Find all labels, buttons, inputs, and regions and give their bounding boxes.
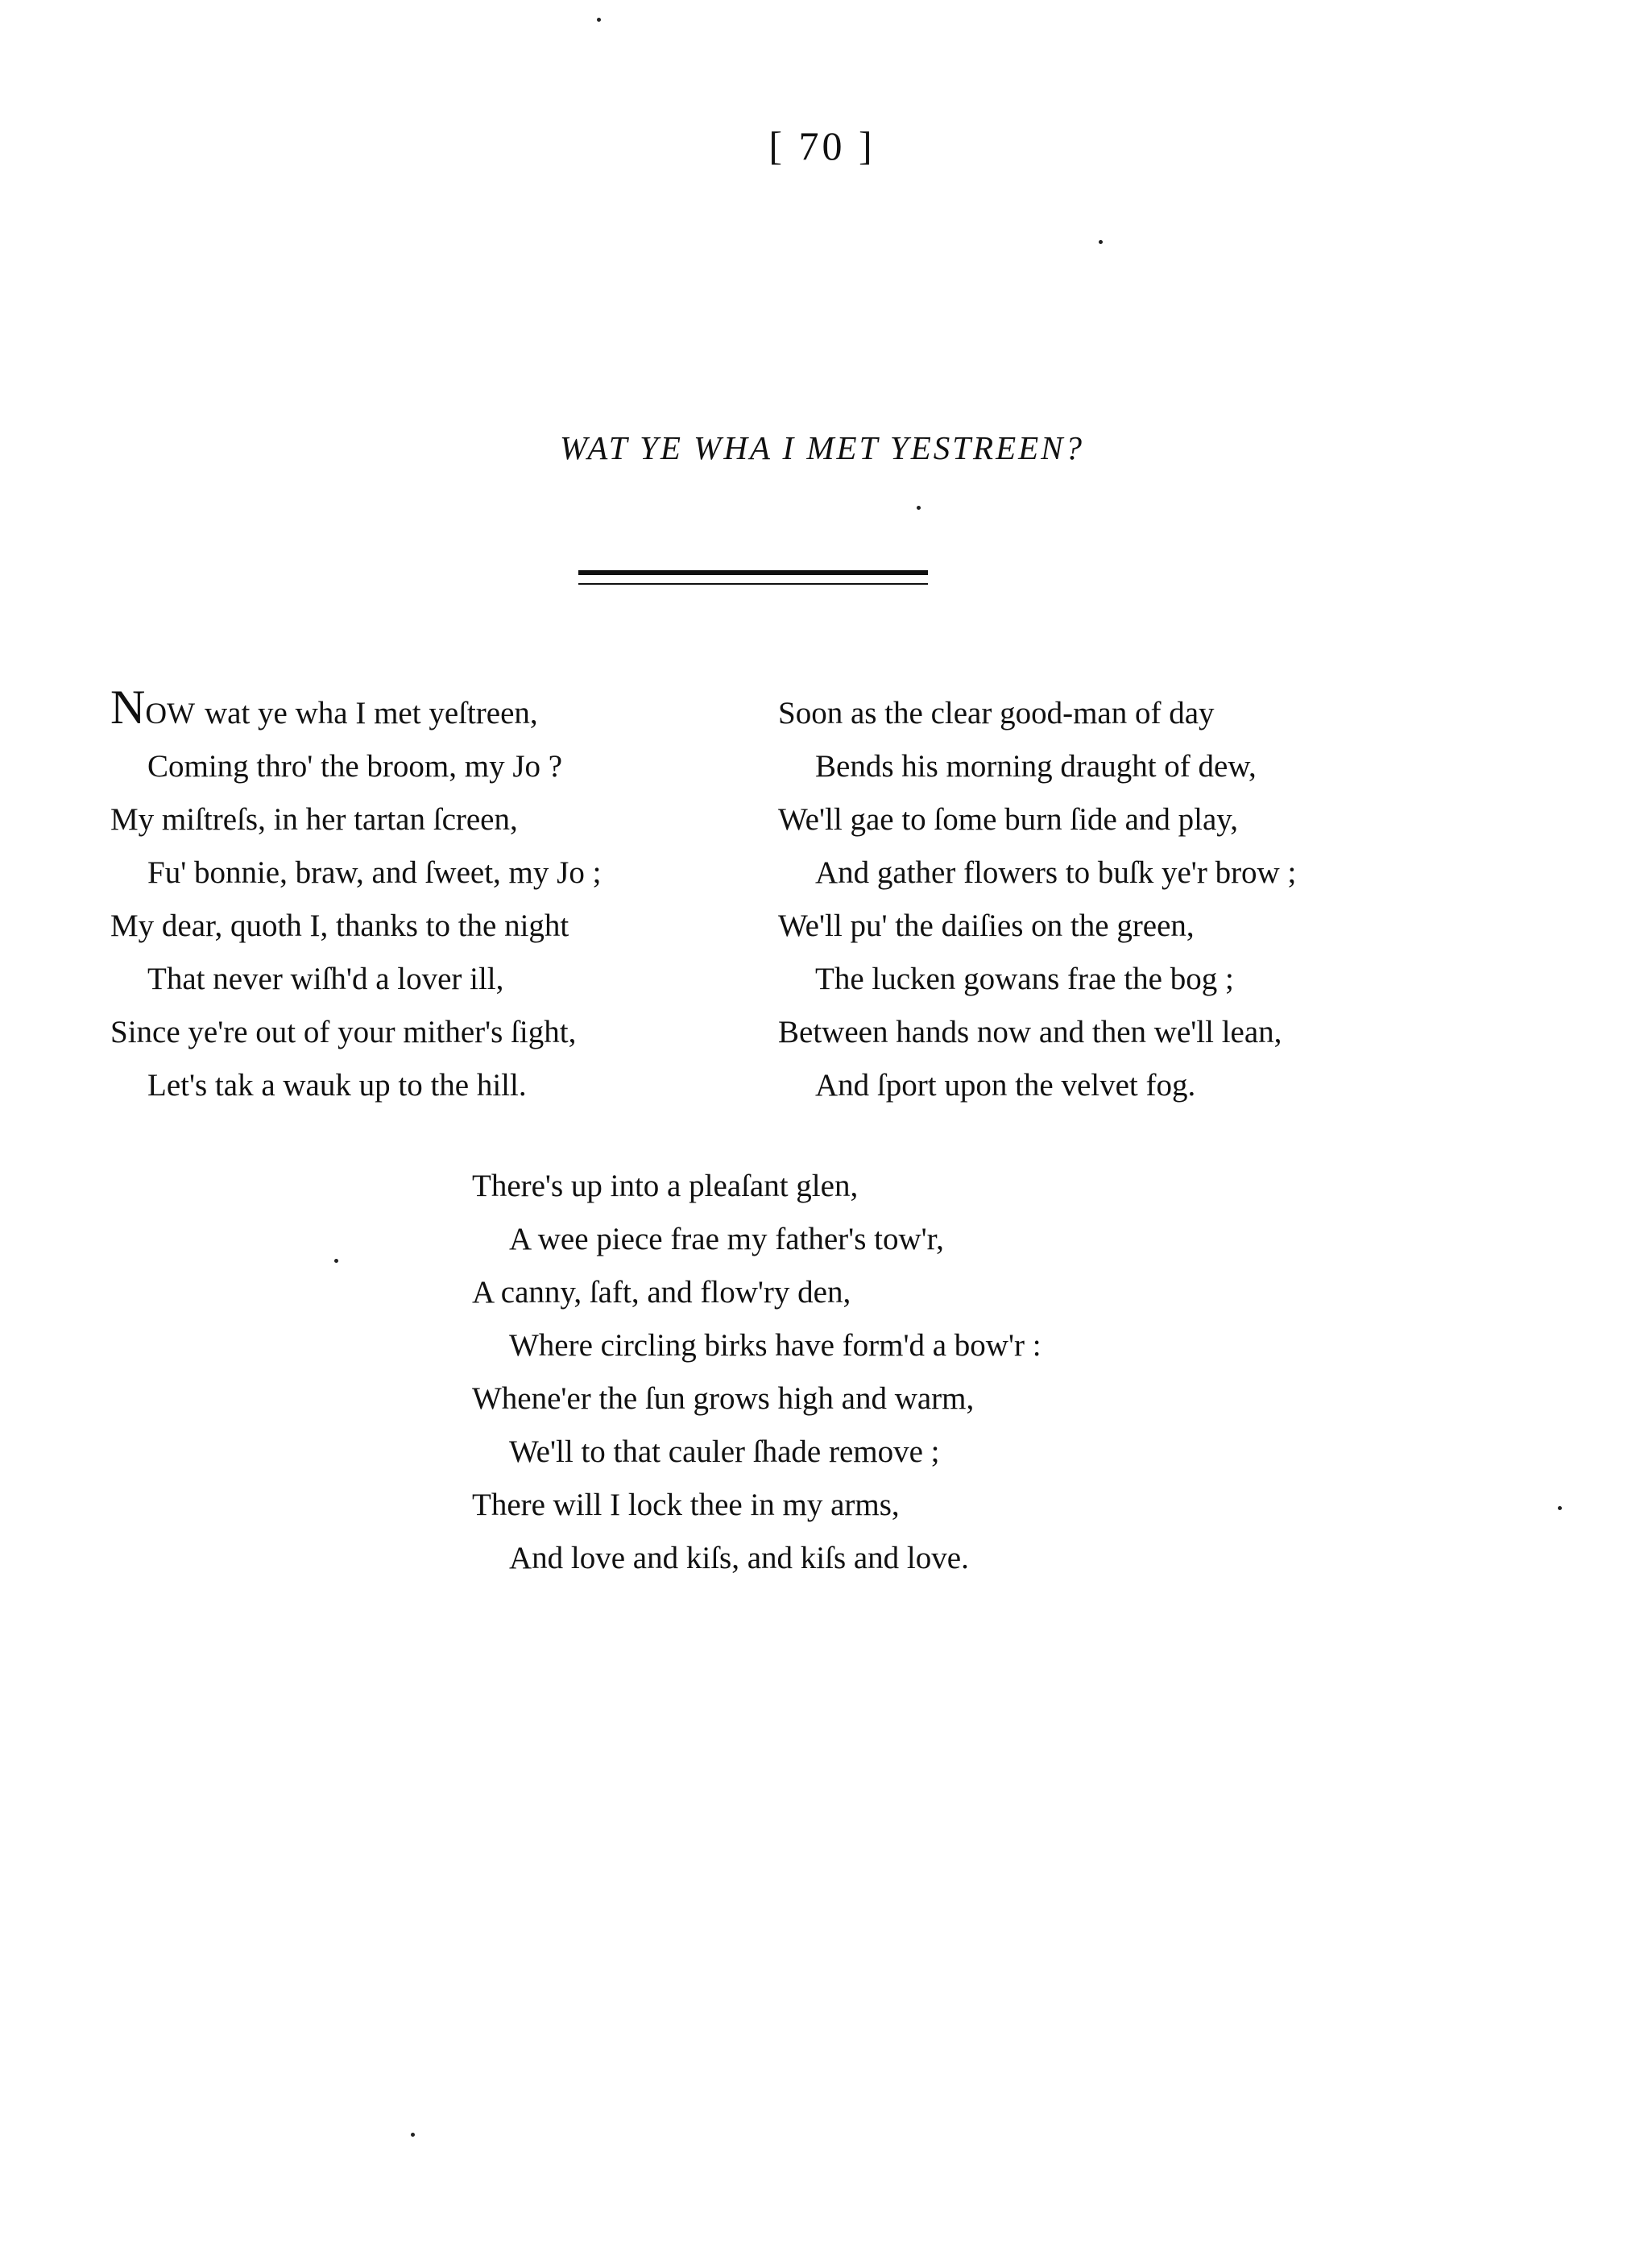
title-rule-thick xyxy=(578,570,928,575)
stanza-2-line-4: And gather flowers to buſk ye'r brow ; xyxy=(815,855,1297,890)
stanza-1 xyxy=(110,681,602,1112)
stanza-2-line-5: We'll pu' the daiſies on the green, xyxy=(778,908,1195,943)
stanza-1-line-4: Fu' bonnie, braw, and ſweet, my Jo ; xyxy=(147,855,602,890)
stanza-3-line-7: There will I lock thee in my arms, xyxy=(472,1488,900,1522)
stanza-1-line-8: Let's tak a wauk up to the hill. xyxy=(147,1068,527,1103)
line-text: wat ye wha I met yeſtreen, xyxy=(205,696,538,730)
drop-cap: N xyxy=(110,681,146,734)
stanza-3-line-2: A wee piece frae my father's tow'r, xyxy=(509,1222,944,1256)
stanza-2-line-6: The lucken gowans frae the bog ; xyxy=(815,962,1234,996)
stanza-1-line-3: My miſtreſs, in her tartan ſcreen, xyxy=(110,802,518,837)
stanza-3 xyxy=(472,1160,1041,1585)
stanza-3-line-3: A canny, ſaft, and flow'ry den, xyxy=(472,1275,851,1310)
stanza-2-line-7: Between hands now and then we'll lean, xyxy=(778,1015,1282,1049)
first-word-smallcaps: OW xyxy=(145,697,195,730)
scan-speck xyxy=(411,2133,415,2137)
title-rule-thin xyxy=(578,583,928,585)
stanza-1-line-1 xyxy=(110,681,601,740)
poem-title: WAT YE WHA I MET YESTREEN? xyxy=(559,429,1085,466)
scan-speck xyxy=(597,18,601,22)
stanza-3-line-6: We'll to that cauler ſhade remove ; xyxy=(509,1434,940,1469)
stanza-1-line-7: Since ye're out of your mither's ſight, xyxy=(110,1015,577,1049)
scan-speck xyxy=(334,1259,338,1263)
stanza-2-line-2: Bends his morning draught of dew, xyxy=(815,749,1257,784)
scan-speck xyxy=(1558,1506,1562,1510)
scan-speck xyxy=(1099,240,1103,244)
stanza-1-line-6: That never wiſh'd a lover ill, xyxy=(147,962,504,996)
stanza-3-line-8: And love and kiſs, and kiſs and love. xyxy=(509,1541,969,1575)
scan-speck xyxy=(917,506,921,510)
stanza-3-line-4: Where circling birks have form'd a bow'r : xyxy=(509,1328,1041,1363)
stanza-3-line-5: Whene'er the ſun grows high and warm, xyxy=(472,1381,975,1416)
stanza-2-line-3: We'll gae to ſome burn ſide and play, xyxy=(778,802,1239,837)
stanza-1-line-2: Coming thro' the broom, my Jo ? xyxy=(147,749,563,784)
page-number: [ 70 ] xyxy=(768,123,876,168)
stanza-3-line-1: There's up into a pleaſant glen, xyxy=(472,1169,859,1203)
stanza-1-line-5: My dear, quoth I, thanks to the night xyxy=(110,908,569,943)
stanza-2 xyxy=(778,687,1296,1112)
stanza-2-line-1: Soon as the clear good-man of day xyxy=(778,696,1215,730)
stanza-2-line-8: And ſport upon the velvet fog. xyxy=(815,1068,1196,1103)
